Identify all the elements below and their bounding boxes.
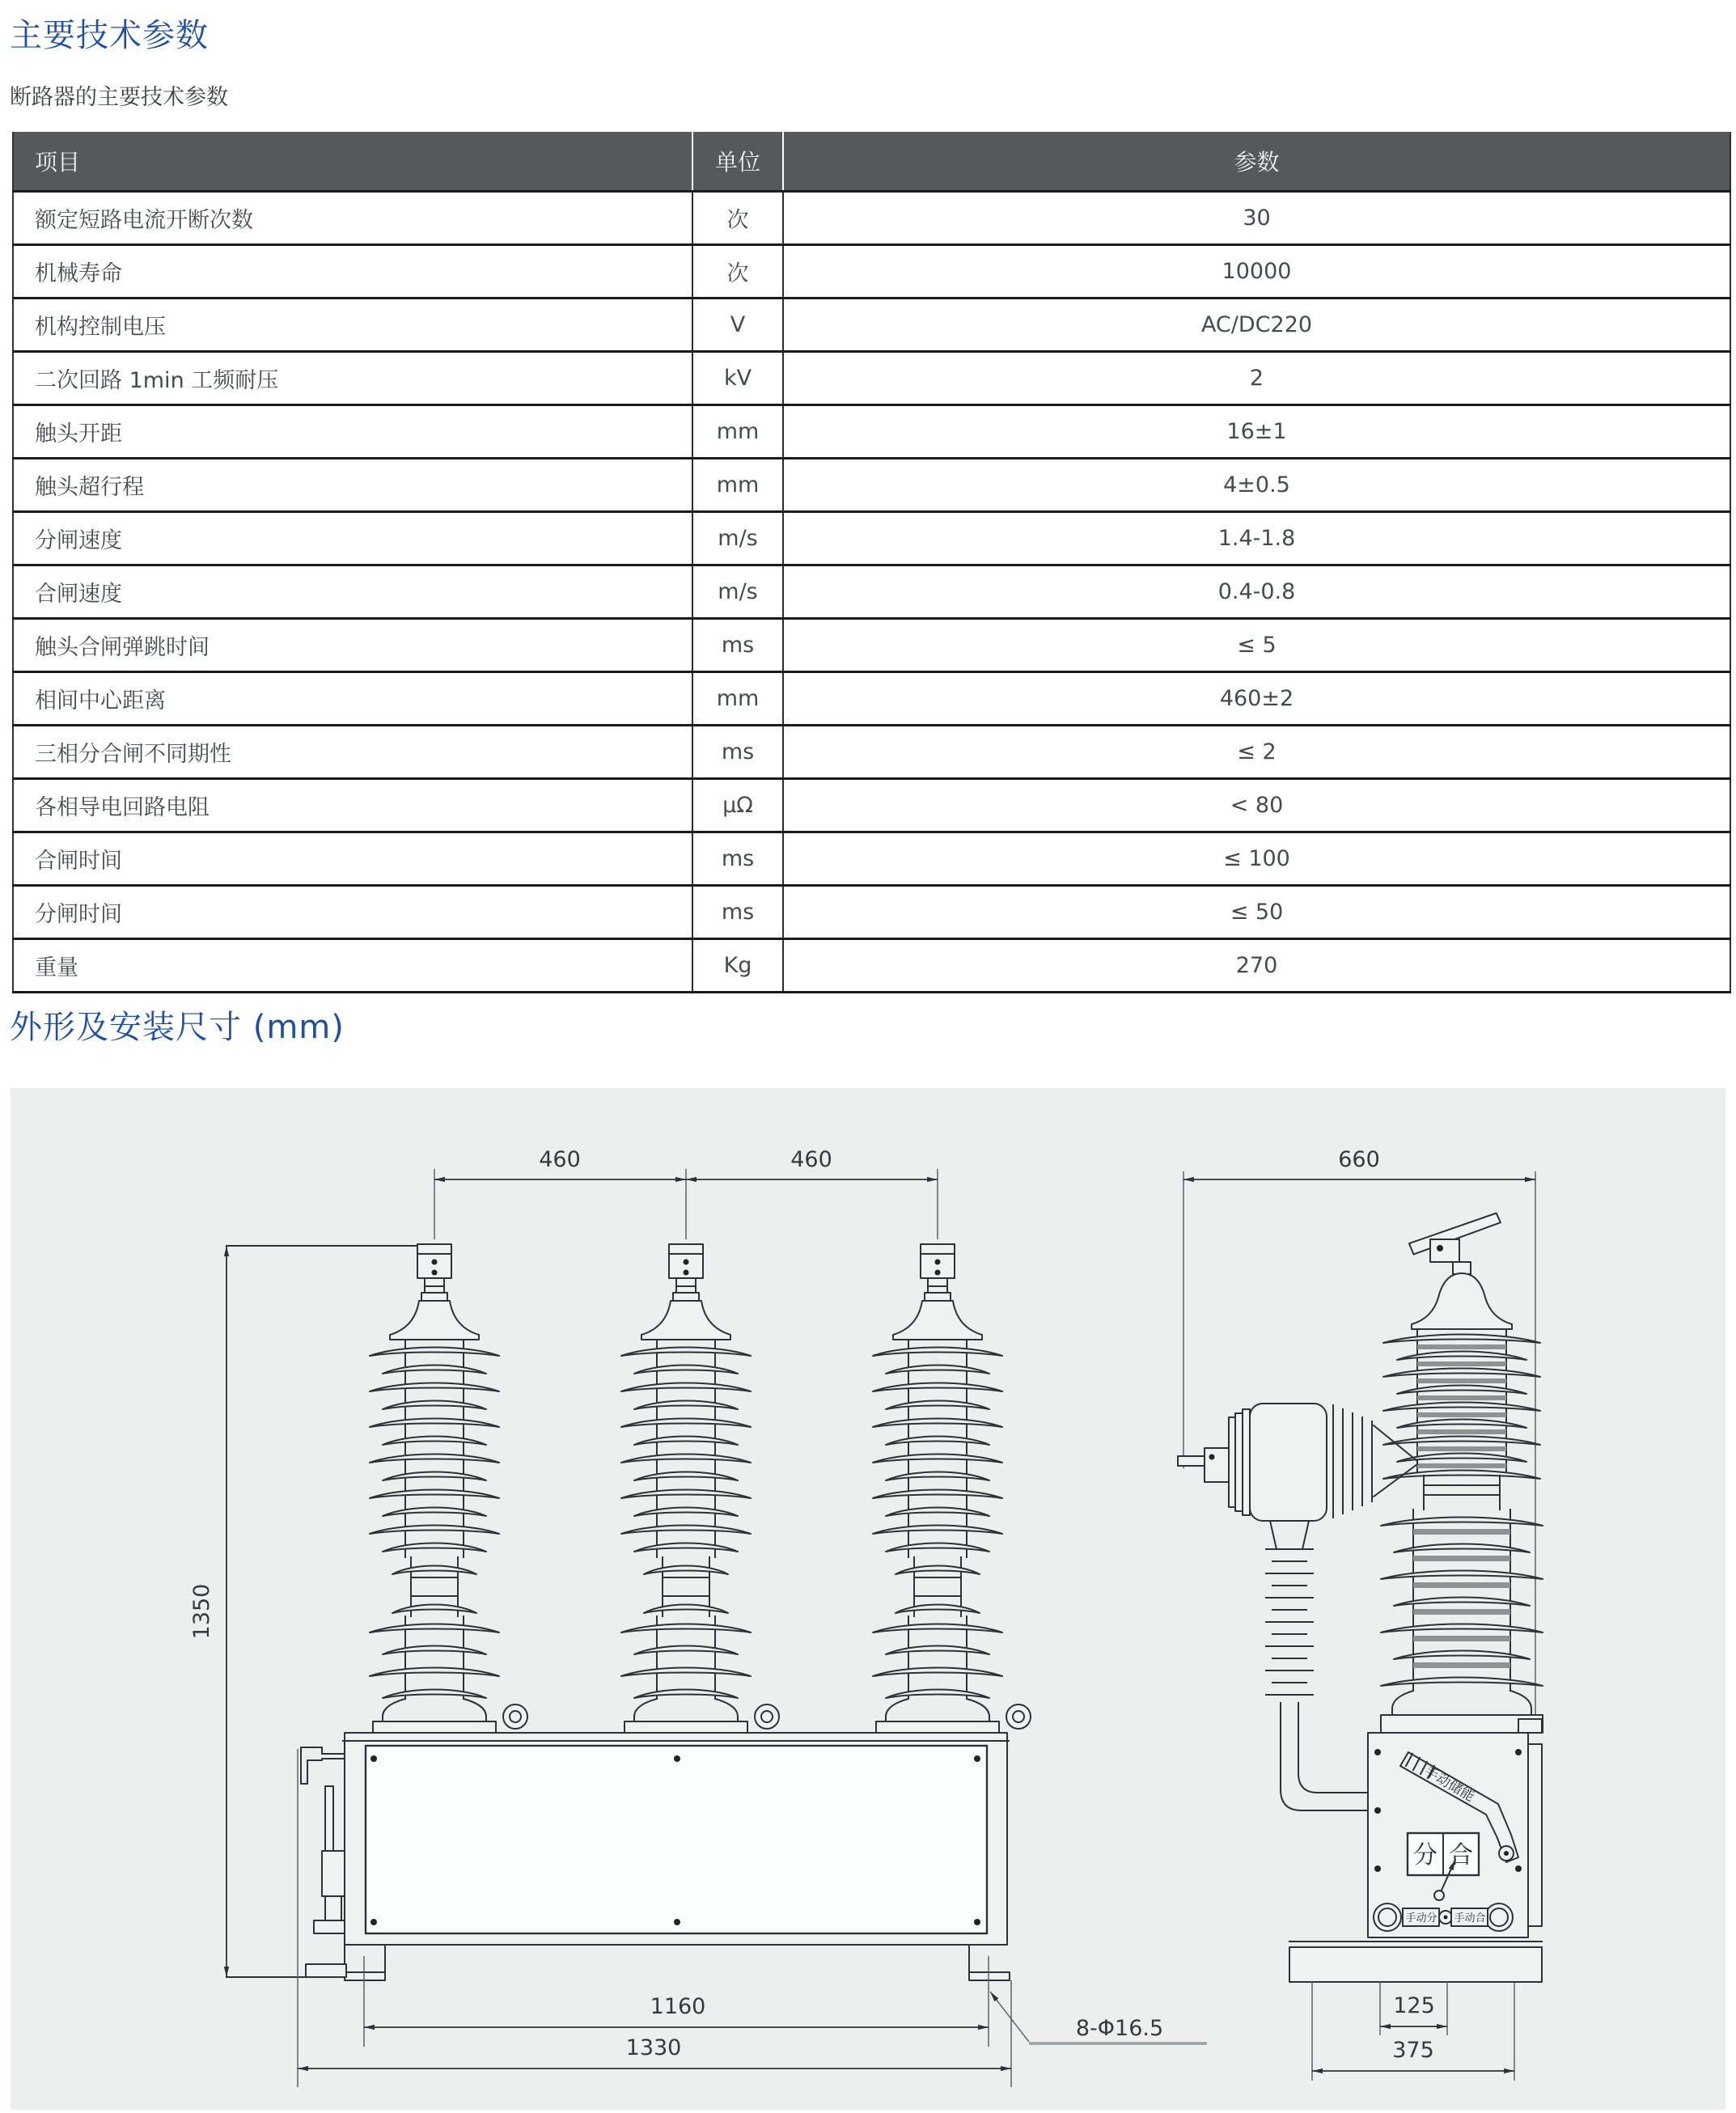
cell-value: < 80: [783, 779, 1730, 832]
cell-value: ≤ 100: [783, 832, 1730, 886]
cell-unit: μΩ: [692, 779, 783, 832]
column-header-value: 参数: [783, 132, 1730, 192]
table-row: [13, 619, 1730, 672]
cell-value: 10000: [783, 245, 1730, 299]
parameters-table: [12, 132, 1731, 993]
cell-item: 分闸时间: [13, 886, 692, 939]
cell-value: ≤ 5: [783, 619, 1730, 672]
front-mechanism-box: [343, 1733, 1009, 1945]
table-row: [13, 405, 1730, 459]
side-view: [1178, 1147, 1543, 2081]
table-row: [13, 726, 1730, 779]
front-insulator-poles: [370, 1244, 1002, 1733]
cell-unit: mm: [692, 672, 783, 726]
cell-value: 0.4-0.8: [783, 565, 1730, 619]
cell-item: 相间中心距离: [13, 672, 692, 726]
dimension-drawing-panel: [11, 1088, 1725, 2110]
spec-table-body: [13, 192, 1730, 993]
cell-unit: ms: [692, 832, 783, 886]
cell-value: AC/DC220: [783, 299, 1730, 352]
cell-unit: m/s: [692, 565, 783, 619]
cell-value: 30: [783, 192, 1730, 245]
table-row: [13, 886, 1730, 939]
table-header-row: [13, 132, 1730, 192]
cell-value: ≤ 2: [783, 726, 1730, 779]
side-mechanism-box: [1368, 1719, 1542, 1937]
table-row: [13, 245, 1730, 299]
cell-unit: mm: [692, 459, 783, 512]
dim-pole-spacing-right: 460: [790, 1147, 832, 1172]
manual-open-label: 手动分: [1405, 1912, 1437, 1925]
dimensions-title: 外形及安装尺寸 (mm): [10, 1009, 345, 1046]
column-header-item: 项目: [13, 132, 692, 192]
cell-item: 各相导电回路电阻: [13, 779, 692, 832]
dim-overall-height: 1350: [189, 1583, 214, 1640]
table-row: [13, 565, 1730, 619]
cell-item: 触头合闸弹跳时间: [13, 619, 692, 672]
front-top-dimension: [434, 1147, 938, 1239]
front-side-bracket: [298, 1747, 346, 2087]
cell-unit: kV: [692, 352, 783, 405]
indicator-close-label: 合: [1449, 1841, 1473, 1870]
cell-item: 三相分合闸不同期性: [13, 726, 692, 779]
cell-item: 合闸时间: [13, 832, 692, 886]
cell-item: 机械寿命: [13, 245, 692, 299]
dim-side-base-width: 375: [1392, 2038, 1434, 2063]
cell-value: 1.4-1.8: [783, 512, 1730, 565]
cell-item: 重量: [13, 939, 692, 993]
cell-unit: ms: [692, 886, 783, 939]
cell-unit: ms: [692, 726, 783, 779]
cell-unit: ms: [692, 619, 783, 672]
table-row: [13, 672, 1730, 726]
cell-value: 16±1: [783, 405, 1730, 459]
table-row: [13, 832, 1730, 886]
cell-item: 分闸速度: [13, 512, 692, 565]
cell-value: ≤ 50: [783, 886, 1730, 939]
table-row: [13, 512, 1730, 565]
cell-item: 触头超行程: [13, 459, 692, 512]
table-row: [13, 459, 1730, 512]
cell-item: 二次回路 1min 工频耐压: [13, 352, 692, 405]
manual-close-label: 手动合: [1454, 1912, 1486, 1925]
table-row: [13, 299, 1730, 352]
side-top-lever: [1407, 1213, 1503, 1274]
cell-unit: 次: [692, 192, 783, 245]
mount-holes-note: 8-Φ16.5: [1075, 2016, 1164, 2041]
table-row: [13, 779, 1730, 832]
cell-item: 额定短路电流开断次数: [13, 192, 692, 245]
lever-label: 手动储能: [1421, 1764, 1477, 1806]
cell-unit: Kg: [692, 939, 783, 993]
front-view: [189, 1147, 1207, 2087]
cell-value: 270: [783, 939, 1730, 993]
page-title: 主要技术参数: [10, 17, 209, 54]
front-bottom-dimensions: [298, 1980, 1011, 2087]
dim-side-hole-spacing: 125: [1393, 1993, 1435, 2018]
cell-value: 4±0.5: [783, 459, 1730, 512]
side-insulator-pole: [1381, 1273, 1543, 1733]
cell-value: 460±2: [783, 672, 1730, 726]
cell-unit: m/s: [692, 512, 783, 565]
table-caption: 断路器的主要技术参数: [10, 85, 228, 110]
dim-pole-spacing-left: 460: [539, 1147, 581, 1172]
dim-overall-width: 1330: [625, 2035, 682, 2060]
cell-unit: 次: [692, 245, 783, 299]
side-base-plate: [1289, 1942, 1542, 2081]
dim-mount-hole-spacing: 1160: [650, 1994, 706, 2019]
bellows-tube: [1266, 1549, 1313, 1695]
outline-drawing: [11, 1088, 1725, 2110]
table-row: [13, 192, 1730, 245]
cell-value: 2: [783, 352, 1730, 405]
cell-item: 触头开距: [13, 405, 692, 459]
cell-unit: mm: [692, 405, 783, 459]
column-header-unit: 单位: [692, 132, 783, 192]
cell-item: 合闸速度: [13, 565, 692, 619]
cell-item: 机构控制电压: [13, 299, 692, 352]
mount-hole-callout: [990, 1992, 1207, 2043]
table-row: [13, 352, 1730, 405]
cell-unit: V: [692, 299, 783, 352]
indicator-open-label: 分: [1413, 1841, 1437, 1870]
table-row: [13, 939, 1730, 993]
dim-overall-depth: 660: [1338, 1147, 1380, 1172]
